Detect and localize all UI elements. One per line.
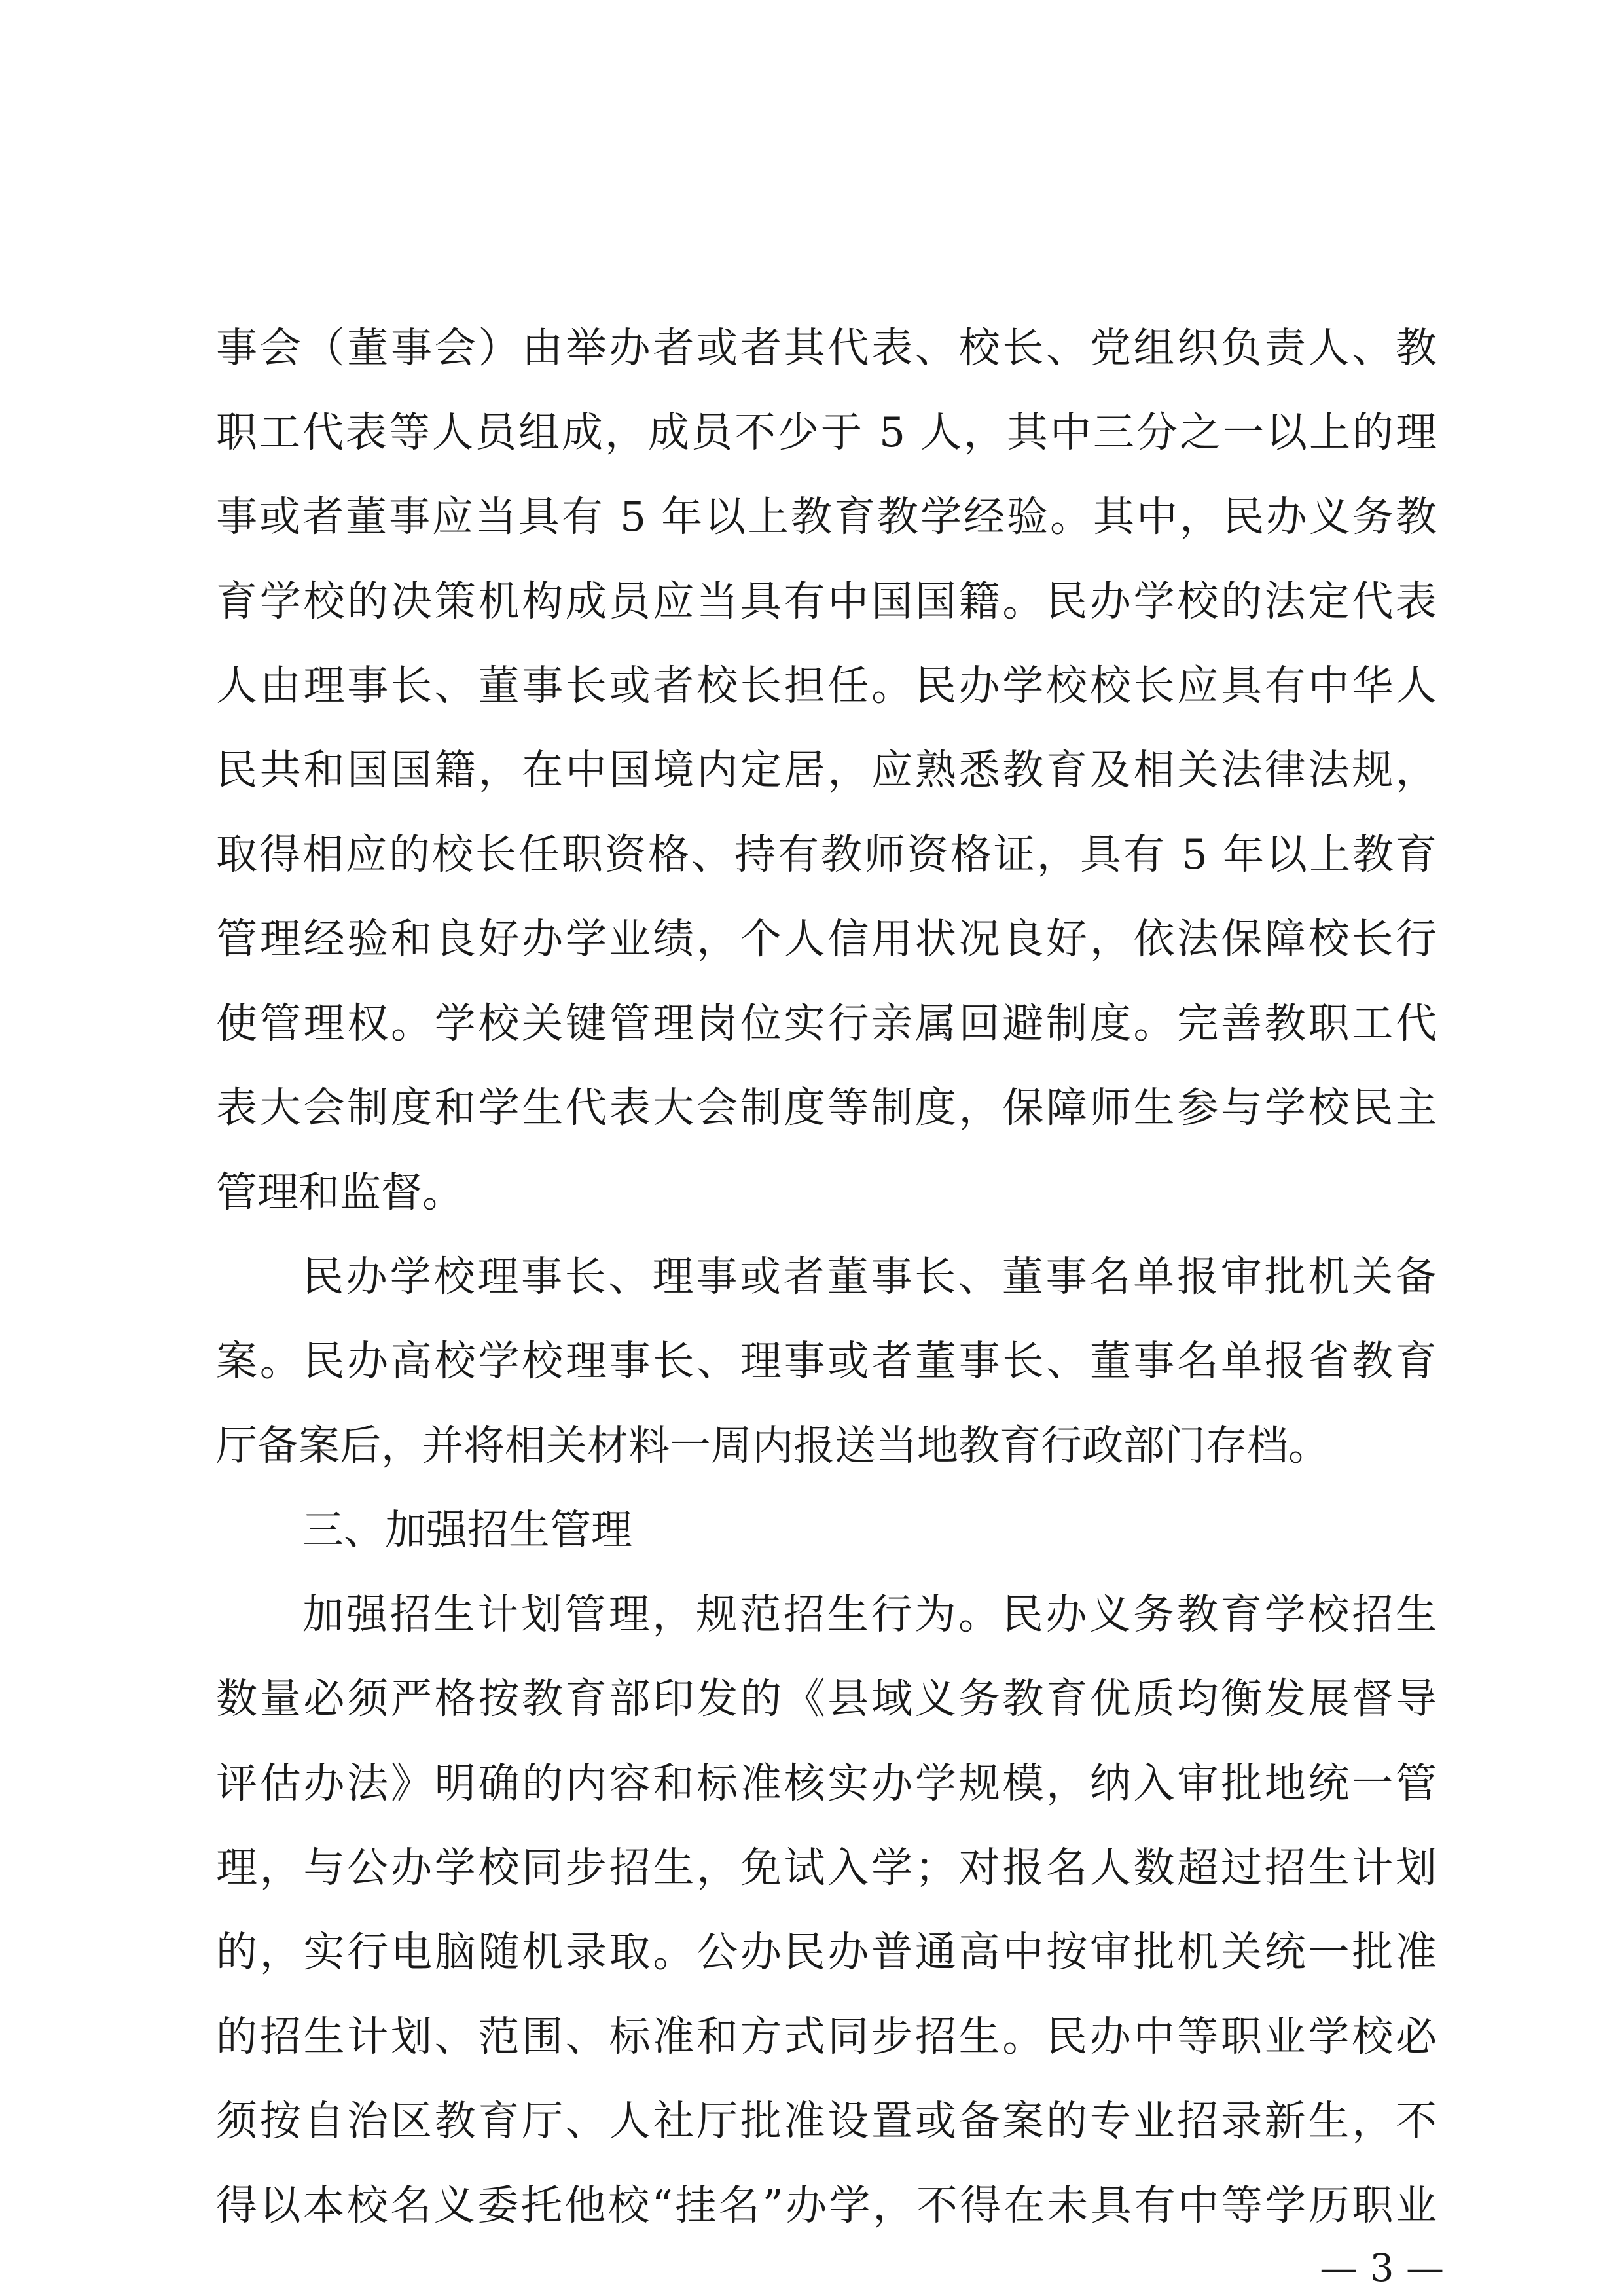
text-line: 数量必须严格按教育部印发的《县域义务教育优质均衡发展督导 (216, 1675, 1437, 1723)
text-line: 评估办法》明确的内容和标准核实办学规模，纳入审批地统一管 (216, 1759, 1437, 1807)
page-number: — 3 — (1320, 2246, 1444, 2290)
text-line: 使管理权。学校关键管理岗位实行亲属回避制度。完善教职工代 (216, 999, 1437, 1047)
text-line: 厅备案后，并将相关材料一周内报送当地教育行政部门存档。 (216, 1422, 1329, 1469)
text-line: 案。民办高校学校理事长、理事或者董事长、董事名单报省教育 (216, 1337, 1437, 1385)
text-line: 管理经验和良好办学业绩，个人信用状况良好，依法保障校长行 (216, 915, 1437, 963)
text-line: 的招生计划、范围、标准和方式同步招生。民办中等职业学校必 (216, 2013, 1437, 2060)
text-line: 民办学校理事长、理事或者董事长、董事名单报审批机关备 (302, 1253, 1437, 1300)
text-line: 的，实行电脑随机录取。公办民办普通高中按审批机关统一批准 (216, 1928, 1437, 1976)
text-line: 民共和国国籍，在中国境内定居，应熟悉教育及相关法律法规， (216, 746, 1437, 794)
text-line: 加强招生计划管理，规范招生行为。民办义务教育学校招生 (302, 1590, 1437, 1638)
text-line: 职工代表等人员组成，成员不少于 5 人，其中三分之一以上的理 (216, 408, 1437, 456)
text-line: 管理和监督。 (216, 1168, 463, 1216)
text-line: 得以本校名义委托他校“挂名”办学，不得在未具有中等学历职业 (216, 2181, 1437, 2229)
text-line: 事会（董事会）由举办者或者其代表、校长、党组织负责人、教 (216, 324, 1437, 372)
section-heading: 三、加强招生管理 (302, 1506, 632, 1554)
text-line: 须按自治区教育厅、人社厅批准设置或备案的专业招录新生，不 (216, 2097, 1437, 2145)
text-line: 取得相应的校长任职资格、持有教师资格证，具有 5 年以上教育 (216, 831, 1437, 878)
text-line: 育学校的决策机构成员应当具有中国国籍。民办学校的法定代表 (216, 577, 1437, 625)
text-line: 理，与公办学校同步招生，免试入学；对报名人数超过招生计划 (216, 1844, 1437, 1892)
text-line: 表大会制度和学生代表大会制度等制度，保障师生参与学校民主 (216, 1084, 1437, 1132)
text-line: 人由理事长、董事长或者校长担任。民办学校校长应具有中华人 (216, 662, 1437, 709)
text-line: 事或者董事应当具有 5 年以上教育教学经验。其中，民办义务教 (216, 493, 1437, 541)
